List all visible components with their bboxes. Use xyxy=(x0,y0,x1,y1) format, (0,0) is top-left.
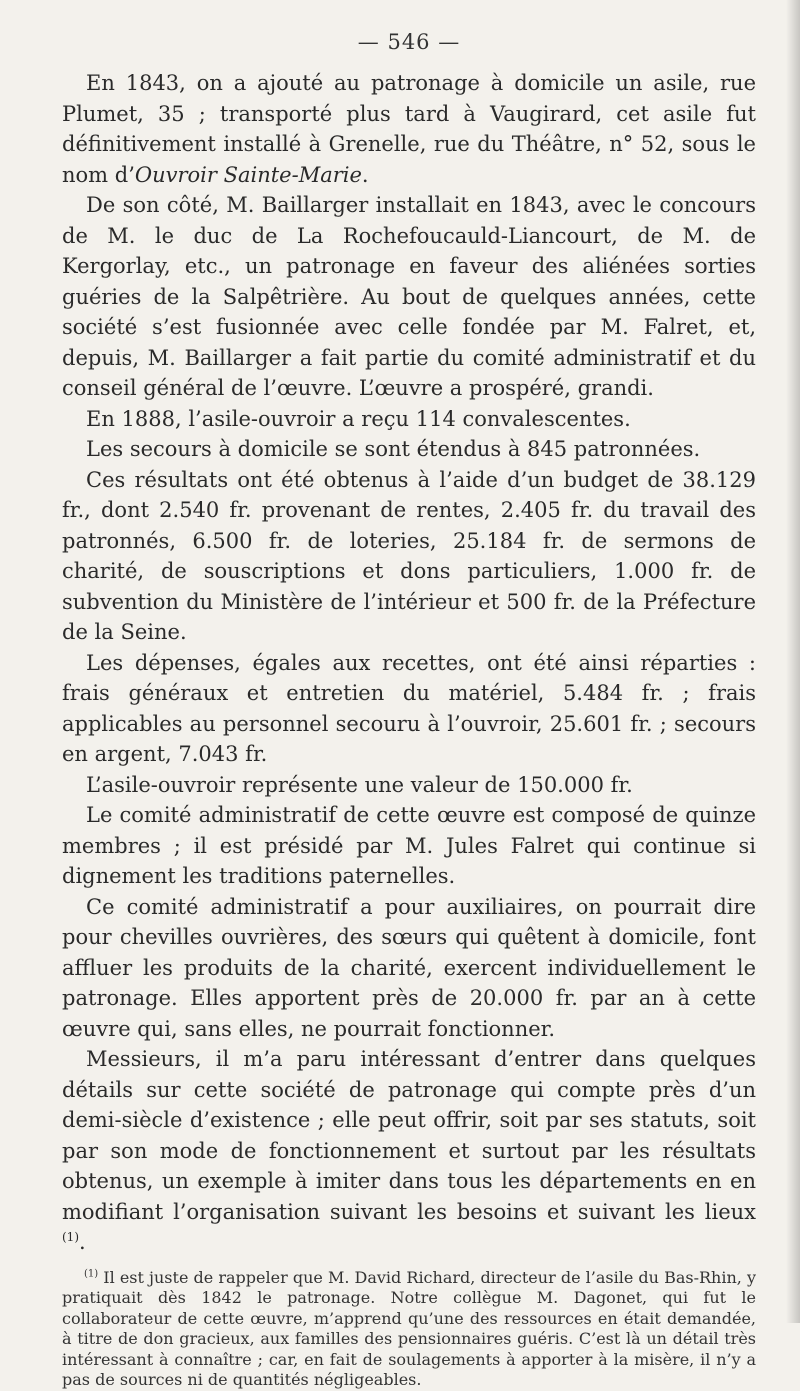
paragraph-1: En 1843, on a ajouté au patronage à domicile un asile, rue Plumet, 35 ; transporté plus tard à Vaugirard, cet asile fut définitivement installé à Grenelle, rue du Théâtre, n° 52, sous le nom d’Ouvroir Sainte-Marie. xyxy=(62,71,756,187)
paragraph-5: Ces résultats ont été obtenus à l’aide d’un budget de 38.129 fr., dont 2.540 fr. provenant de rentes, 2.405 fr. du travail des patronnés, 6.500 fr. de loteries, 25.184 fr. de sermons de charité, de souscriptions et dons particuliers, 1.000 fr. de subvention du Ministère de l’intérieur et 500 fr. de la Préfecture de la Seine. xyxy=(62,467,756,644)
paragraph-3: En 1888, l’asile-ouvroir a reçu 114 convalescentes. xyxy=(86,406,631,431)
body-text xyxy=(62,68,756,1258)
page-number: — 546 — xyxy=(357,30,461,54)
paragraph-10: Messieurs, il m’a paru intéressant d’entrer dans quelques détails sur cette société de patronage qui compte près d’un demi-siècle d’existence ; elle peut offrir, soit par ses statuts, soit par son mode de fonctionnement et surtout par les résultats obtenus, un exemple à imiter dans tous les départements en en modifiant l’organisation suivant les besoins et suivant les lieux $^{(1)}$. xyxy=(62,1047,756,1254)
paragraph-2: De son côté, M. Baillarger installait en 1843, avec le concours de M. le duc de La Rochefoucauld-Liancourt, de M. de Kergorlay, etc., un patronage en faveur des aliénées sorties guéries de la Salpêtrière. Au bout de quelques années, cette société s’est fusionnée avec celle fondée par M. Falret, et, depuis, M. Baillarger a fait partie du comité administratif et du conseil général de l’œuvre. L’œuvre a prospéré, grandi. xyxy=(62,193,756,400)
paragraph-6: Les dépenses, égales aux recettes, ont été ainsi réparties : frais généraux et entretien du matériel, 5.484 fr. ; frais applicables au personnel secouru à l’ouvroir, 25.601 fr. ; secours en argent, 7.043 fr. xyxy=(62,650,756,766)
paragraph-4: Les secours à domicile se sont étendus à 845 patronnées. xyxy=(86,437,701,461)
footnotes xyxy=(62,1268,756,1391)
footnote-mark: (1) xyxy=(84,1268,99,1280)
paragraph-8: Le comité administratif de cette œuvre est composé de quinze membres ; il est présidé par M. Jules Falret qui continue si dignement les traditions paternelles. xyxy=(62,803,756,888)
page-edge-shadow xyxy=(786,0,800,1323)
footnote-1: $^{(1)}$ Il est juste de rappeler que M. David Richard, directeur de l’asile du Bas-Rhin, y pratiquait dès 1842 le patronage. Notre collègue M. Dagonet, qui fut le collaborateur de cette œuvre, m’apprend qu’une des ressources en était demandée, à titre de don gracieux, aux familles des pensionnaires guéris. C’est là un détail très intéressant à connaître ; car, en fait de soulagements à apporter à la misère, il n’y a pas de sources ni de quantités négligeables. xyxy=(62,1267,756,1389)
paragraph-7: L’asile-ouvroir représente une valeur de 150.000 fr. xyxy=(86,772,633,797)
footnote-reference: (1) xyxy=(62,1230,79,1244)
ouvroir-name: Ouvroir Sainte-Marie xyxy=(134,162,362,187)
paragraph-9: Ce comité administratif a pour auxiliaires, on pourrait dire pour chevilles ouvrières, des sœurs qui quêtent à domicile, font affluer les produits de la charité, exercent individuellement le patronage. Elles apportent près de 20.000 fr. par an à cette œuvre qui, sans elles, ne pourrait fonctionner. xyxy=(62,894,756,1041)
